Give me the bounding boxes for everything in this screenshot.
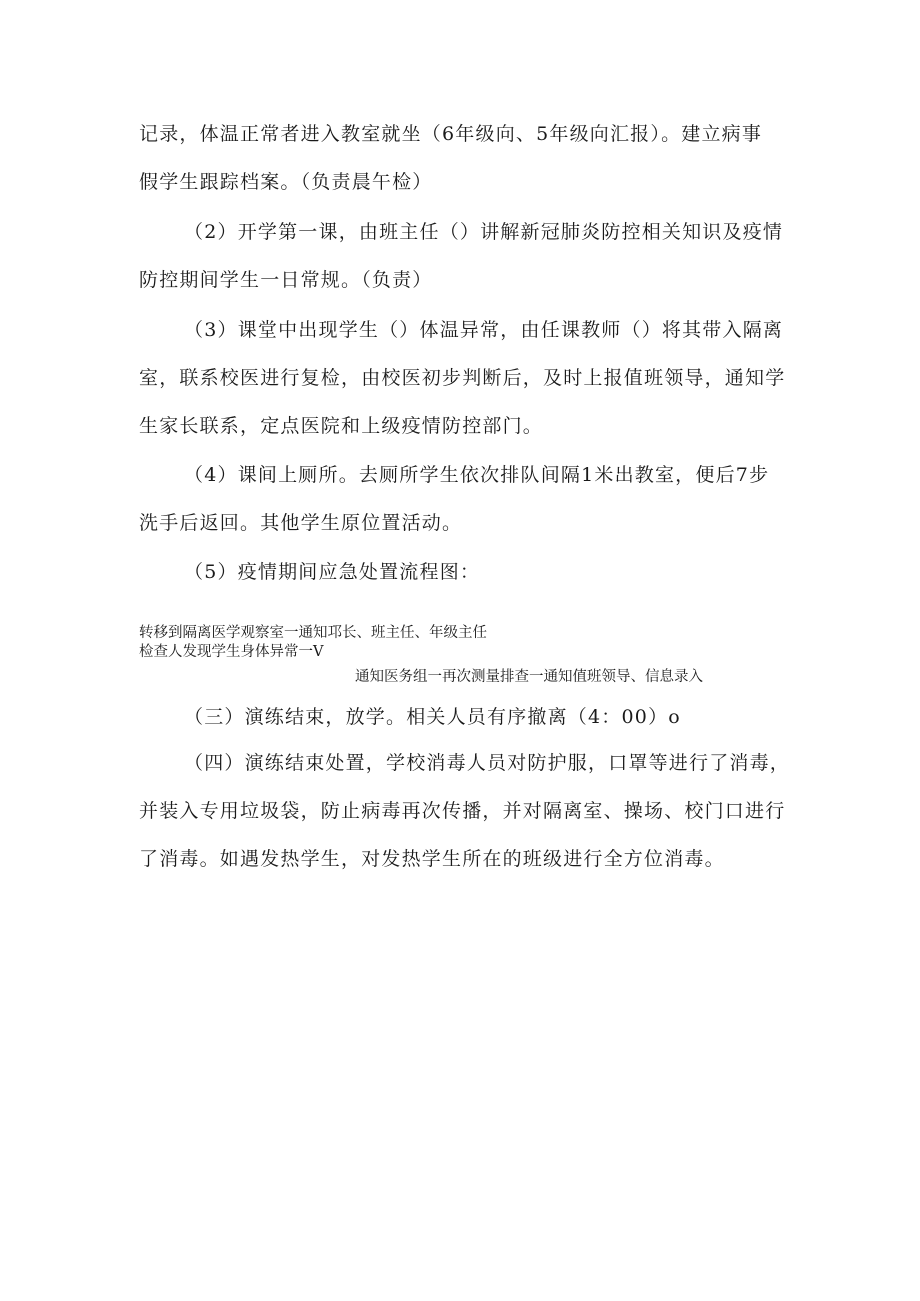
paragraph-4-line-1: （4）课间上厕所。去厕所学生依次排队间隔1米出教室，便后7步 (184, 464, 770, 486)
paragraph-3-line-3: 生家长联系，定点医院和上级疫情防控部门。 (139, 415, 544, 437)
section-4-line-1: （四）演练结束处置，学校消毒人员对防护服，口罩等进行了消毒， (184, 752, 791, 774)
section-4-line-2: 并装入专用垃圾袋，防止病毒再次传播，并对隔离室、操场、校门口进行 (139, 800, 786, 822)
flowchart-line-1: 转移到隔离医学观察室一通知邛长、班主任、年级主任 (139, 625, 487, 641)
paragraph-2-line-2: 防控期间学生一日常规。（负责） (139, 269, 433, 291)
paragraph-3-line-1: （3）课堂中出现学生（）体温异常，由任课教师（）将其带入隔离 (184, 319, 784, 341)
section-4-line-3: 了消毒。如遇发热学生，对发热学生所在的班级进行全方位消毒。 (139, 848, 725, 870)
paragraph-1-line-1: 记录，体温正常者进入教室就坐（6年级向、5年级向汇报）。建立病事 (139, 123, 763, 145)
flowchart-line-2: 检查人发现学生身体异常一V (139, 644, 324, 660)
paragraph-2-line-1: （2）开学第一课，由班主任（）讲解新冠肺炎防控相关知识及疫情 (184, 221, 784, 243)
paragraph-4-line-2: 洗手后返回。其他学生原位置活动。 (139, 512, 463, 534)
paragraph-3-line-2: 室，联系校医进行复检，由校医初步判断后，及时上报值班领导，通知学 (139, 367, 786, 389)
paragraph-1-line-2: 假学生跟踪档案。（负责晨午检） (139, 171, 433, 193)
section-3-line-1: （三）演练结束，放学。相关人员有序撤离（4：00）o (184, 706, 681, 728)
flowchart-line-3: 通知医务组一再次测量排查一通知值班领导、信息录入 (355, 669, 703, 685)
paragraph-5-line-1: （5）疫情期间应急处置流程图： (184, 561, 481, 583)
